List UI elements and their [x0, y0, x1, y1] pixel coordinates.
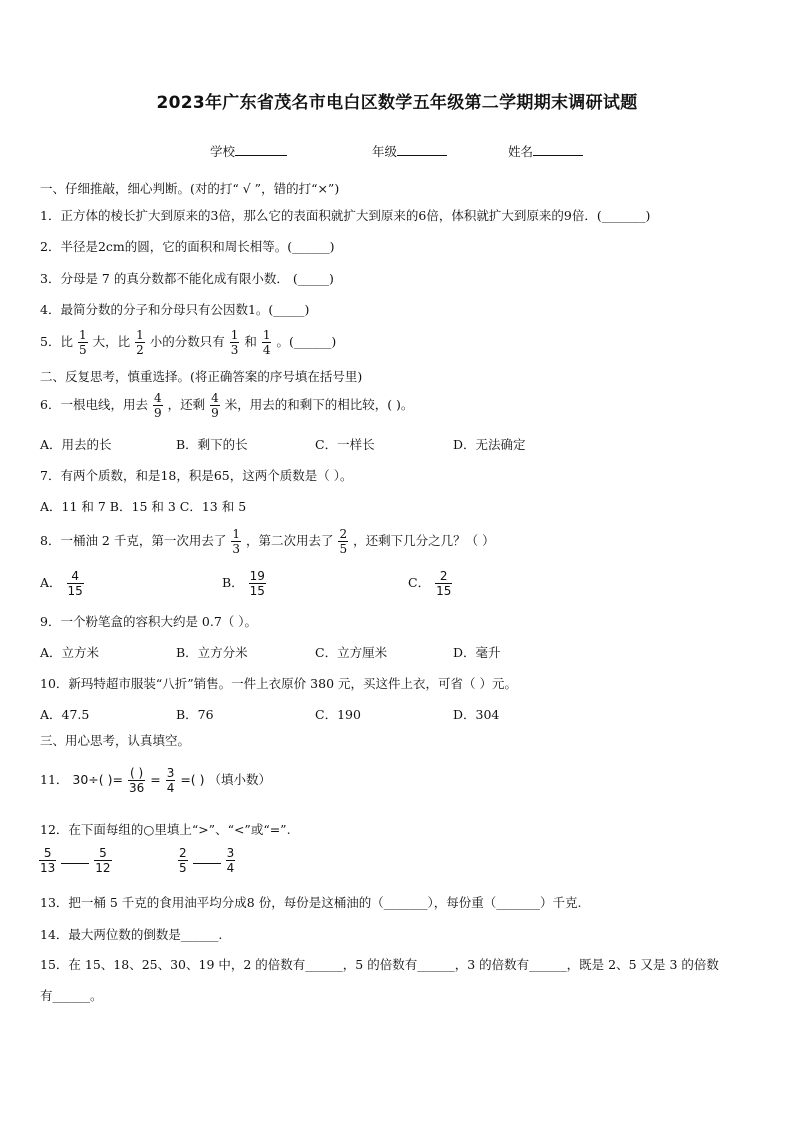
q6-text-a: 6．一根电线，用去	[40, 397, 148, 412]
q9-option-b[interactable]: B．立方分米	[176, 645, 248, 660]
q5-fraction-4: $\frac{1}{4}$	[262, 328, 271, 357]
question-2: 2．半径是2cm的圆，它的面积和周长相等。(______)	[40, 239, 335, 254]
q8-fraction-1: $\frac{1}{3}$	[232, 527, 240, 556]
q10-option-b[interactable]: B．76	[176, 707, 214, 722]
q11-equals: =	[150, 772, 161, 787]
q11-text-a: 30÷( )=	[72, 772, 123, 787]
question-4: 4．最简分数的分子和分母只有公因数1。(_____)	[40, 302, 310, 317]
q11-label: 11．	[40, 772, 69, 787]
q11-fraction-2: $\frac{3}{4}$	[166, 766, 175, 795]
question-7: 7．有两个质数，和是18，积是65，这两个质数是（ ）。	[40, 468, 353, 483]
question-13: 13．把一桶 5 千克的食用油平均分成8 份，每份是这桶油的（_______），每份重（_______）千克.	[40, 895, 582, 910]
q12-pair2-right: $\frac{3}{4}$	[226, 846, 235, 875]
school-field	[210, 142, 287, 160]
section-heading-3: 三、用心思考，认真填空。	[40, 733, 191, 748]
section-heading-1: 一、仔细推敲，细心判断。(对的打“ √ ”，错的打“×”)	[40, 181, 340, 196]
q8-text-c: ，还剩下几分之几？（ ）	[353, 533, 495, 548]
question-8	[40, 527, 495, 556]
question-12: 12．在下面每组的○里填上“>”、“<”或“=”.	[40, 822, 291, 837]
q12-pair-1	[38, 846, 113, 875]
question-1: 1．正方体的棱长扩大到原来的3倍，那么它的表面积就扩大到原来的6倍，体积就扩大到原来的9倍．(_______)	[40, 208, 651, 223]
q5-text-c: 小的分数只有	[149, 334, 225, 349]
q6-option-a[interactable]: A．用去的长	[40, 437, 112, 452]
q5-text-b: 大，比	[92, 334, 131, 349]
q8-option-c[interactable]: C． $\frac{2}{15}$	[408, 569, 452, 598]
page-title: 2023年广东省茂名市电白区数学五年级第二学期期末调研试题	[156, 93, 638, 113]
name-field	[508, 142, 583, 160]
grade-field	[372, 142, 447, 160]
school-label: 学校	[210, 144, 236, 159]
q12-pair-2	[177, 846, 236, 875]
q8-option-b-fraction: $\frac{19}{15}$	[249, 569, 265, 598]
q12-pair1-right: $\frac{5}{12}$	[95, 846, 111, 875]
q6-text-b: ，还剩	[167, 397, 206, 412]
q8-fraction-2: $\frac{2}{5}$	[339, 527, 348, 556]
question-9: 9．一个粉笔盒的容积大约是 0.7（ ）。	[40, 614, 258, 629]
q7-options[interactable]: A．11 和 7 B．15 和 3 C．13 和 5	[40, 499, 247, 514]
q11-hint: （填小数）	[208, 772, 272, 787]
q8-text-b: ，第二次用去了	[245, 533, 334, 548]
question-6	[40, 391, 413, 420]
q6-option-d[interactable]: D．无法确定	[453, 437, 526, 452]
q5-fraction-2: $\frac{1}{2}$	[136, 328, 144, 357]
q12-pair2-left: $\frac{2}{5}$	[179, 846, 187, 875]
q6-fraction-1: $\frac{4}{9}$	[153, 391, 162, 420]
q6-option-b[interactable]: B．剩下的长	[176, 437, 248, 452]
q10-option-a[interactable]: A．47.5	[40, 707, 90, 722]
q5-fraction-1: $\frac{1}{5}$	[78, 328, 87, 357]
name-label: 姓名	[508, 144, 534, 159]
q5-text-d: 和	[244, 334, 257, 349]
q5-text-e: 。(______)	[276, 334, 337, 349]
grade-label: 年级	[372, 144, 398, 159]
question-14: 14．最大两位数的倒数是______.	[40, 927, 223, 942]
question-5	[40, 328, 336, 357]
q8-option-b[interactable]: B． $\frac{19}{15}$	[222, 569, 265, 598]
q6-option-c[interactable]: C．一样长	[315, 437, 375, 452]
q6-text-c: 米，用去的和剩下的相比较，( )。	[224, 397, 414, 412]
grade-blank[interactable]	[397, 142, 447, 156]
q5-text-a: 5．比	[40, 334, 73, 349]
question-10: 10．新玛特超市服装“八折”销售。一件上衣原价 380 元，买这件上衣，可省（ ）元。	[40, 676, 517, 691]
q8-option-c-fraction: $\frac{2}{15}$	[436, 569, 452, 598]
q8-option-a[interactable]: A． $\frac{4}{15}$	[40, 569, 83, 598]
school-blank[interactable]	[235, 142, 287, 156]
q11-text-b: =( )	[180, 772, 205, 787]
q10-option-d[interactable]: D．304	[453, 707, 500, 722]
q9-option-d[interactable]: D．毫升	[453, 645, 501, 660]
question-11	[40, 766, 271, 795]
question-15-continued: 有______。	[40, 988, 103, 1003]
q10-option-c[interactable]: C．190	[315, 707, 361, 722]
q12-pair1-blank[interactable]	[61, 851, 89, 864]
question-3: 3．分母是 7 的真分数都不能化成有限小数． (_____)	[40, 271, 334, 286]
section-heading-2: 二、反复思考，慎重选择。(将正确答案的序号填在括号里)	[40, 369, 363, 384]
q12-pair2-blank[interactable]	[193, 851, 221, 864]
q11-fraction-1: $\frac{( )}{36}$	[128, 766, 145, 795]
q12-pair1-left: $\frac{5}{13}$	[40, 846, 56, 875]
q8-text-a: 8．一桶油 2 千克，第一次用去了	[40, 533, 227, 548]
name-blank[interactable]	[533, 142, 583, 156]
question-15: 15．在 15、18、25、30、19 中，2 的倍数有______，5 的倍数有______，3 的倍数有______，既是 2、5 又是 3 的倍数	[40, 957, 719, 972]
q5-fraction-3: $\frac{1}{3}$	[230, 328, 239, 357]
q6-fraction-2: $\frac{4}{9}$	[211, 391, 219, 420]
q9-option-a[interactable]: A．立方米	[40, 645, 100, 660]
q8-option-a-fraction: $\frac{4}{15}$	[67, 569, 83, 598]
q9-option-c[interactable]: C．立方厘米	[315, 645, 388, 660]
